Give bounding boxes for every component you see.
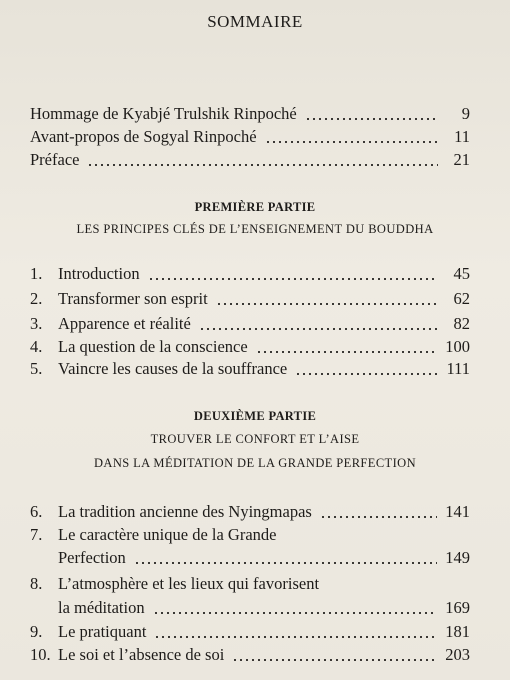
chapter-number: 10. (30, 645, 51, 664)
entry-title: Le soi et l’absence de soi (58, 645, 225, 664)
leader-dots (320, 516, 437, 518)
entry-title: Préface (30, 150, 80, 169)
toc-entry (30, 102, 470, 124)
chapter-number: 9. (30, 622, 43, 641)
toc-entry (30, 335, 470, 357)
chapter-number: 1. (30, 264, 43, 283)
part-heading: DEUXIÈME PARTIE (193, 409, 317, 423)
toc-entry (30, 523, 470, 545)
leader-dots (134, 562, 437, 564)
entry-title: La question de la conscience (58, 337, 248, 356)
entry-page: 203 (445, 645, 470, 664)
entry-title-continued: Perfection (58, 548, 126, 567)
leader-dots (232, 659, 437, 661)
entry-page: 45 (453, 264, 470, 283)
entry-page: 169 (445, 598, 470, 617)
entry-title-continued: la méditation (58, 598, 145, 617)
leader-dots (148, 278, 438, 280)
chapter-number: 7. (30, 525, 43, 544)
entry-page: 141 (445, 502, 470, 521)
entry-title: Hommage de Kyabjé Trulshik Rinpoché (30, 104, 297, 123)
leader-dots (305, 118, 438, 120)
leader-dots (216, 303, 438, 305)
leader-dots (154, 636, 437, 638)
entry-title: Avant-propos de Sogyal Rinpoché (30, 127, 257, 146)
toc-entry (30, 572, 470, 594)
leader-dots (265, 141, 438, 143)
chapter-number: 6. (30, 502, 43, 521)
toc-entry (30, 500, 470, 522)
toc-entry (30, 357, 470, 379)
entry-title: Le caractère unique de la Grande (58, 525, 277, 544)
entry-title: Transformer son esprit (58, 289, 208, 308)
entry-title: Introduction (58, 264, 140, 283)
part-subtitle: DANS LA MÉDITATION DE LA GRANDE PERFECTION (93, 456, 417, 470)
toc-entry-continuation (30, 596, 470, 618)
entry-page: 100 (445, 337, 470, 356)
leader-dots (87, 164, 438, 166)
part-subtitle: LES PRINCIPES CLÉS DE L’ENSEIGNEMENT DU BOUDDHA (76, 222, 434, 236)
part-heading: PREMIÈRE PARTIE (194, 200, 316, 214)
chapter-number: 3. (30, 314, 43, 333)
toc-entry (30, 287, 470, 309)
leader-dots (153, 612, 438, 614)
leader-dots (295, 373, 438, 375)
part-subtitle: TROUVER LE CONFORT ET L’AISE (150, 432, 360, 446)
entry-title: L’atmosphère et les lieux qui favorisent (58, 574, 320, 593)
entry-title: Vaincre les causes de la souffrance (58, 359, 288, 378)
toc-entry (30, 620, 470, 642)
toc-entry (30, 643, 470, 665)
toc-entry (30, 262, 470, 284)
entry-page: 181 (445, 622, 470, 641)
chapter-number: 2. (30, 289, 43, 308)
leader-dots (199, 328, 438, 330)
entry-page: 62 (453, 289, 470, 308)
entry-page: 21 (453, 150, 470, 169)
chapter-number: 8. (30, 574, 43, 593)
entry-page: 11 (454, 127, 470, 146)
toc-entry-continuation (30, 546, 470, 568)
entry-page: 9 (461, 104, 470, 123)
entry-title: Le pratiquant (58, 622, 147, 641)
toc-entry (30, 312, 470, 334)
chapter-number: 4. (30, 337, 43, 356)
toc-entry (30, 148, 470, 170)
leader-dots (256, 351, 438, 353)
entry-title: La tradition ancienne des Nyingmapas (58, 502, 312, 521)
toc-entry (30, 125, 470, 147)
entry-page: 111 (446, 359, 470, 378)
page-title: SOMMAIRE (207, 12, 303, 31)
chapter-number: 5. (30, 359, 43, 378)
entry-page: 82 (453, 314, 470, 333)
entry-page: 149 (445, 548, 470, 567)
entry-title: Apparence et réalité (58, 314, 191, 333)
